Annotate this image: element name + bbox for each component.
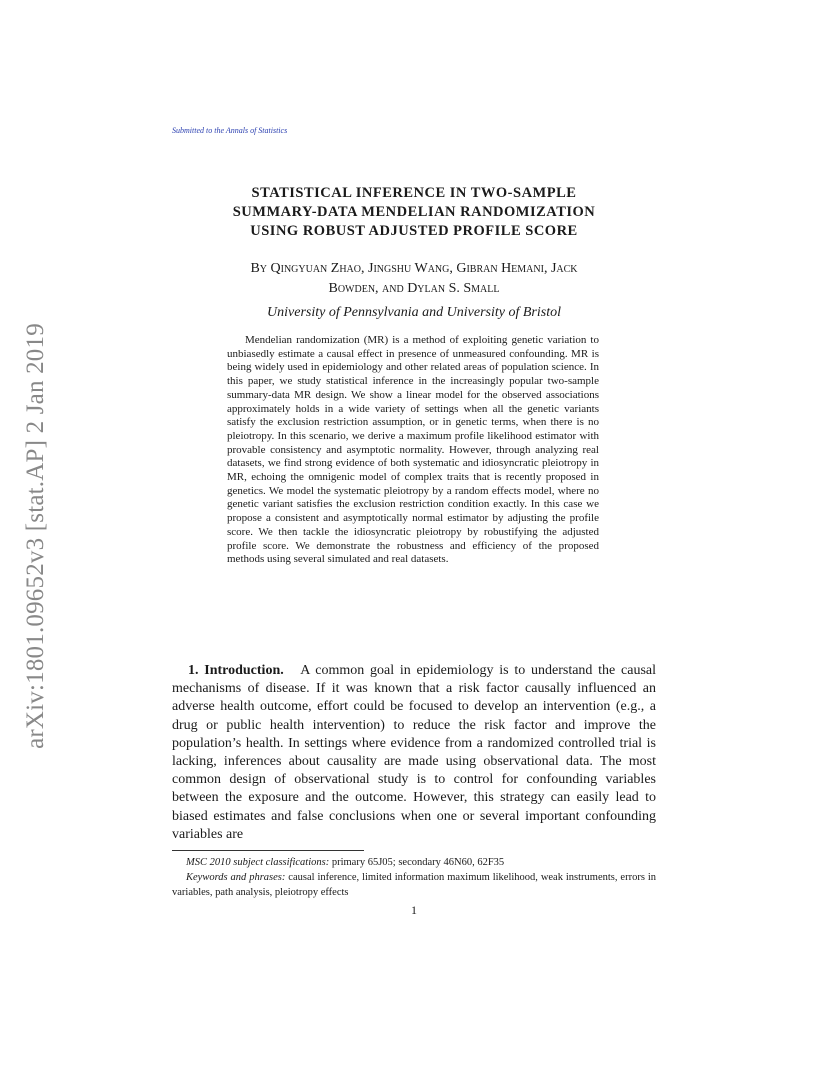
title-line: SUMMARY-DATA MENDELIAN RANDOMIZATION (232, 204, 596, 220)
footnote-rule (172, 850, 364, 851)
author-line: Bowden, and Dylan S. Small (328, 281, 500, 296)
msc-footnote (172, 855, 656, 870)
footnotes (172, 855, 656, 900)
msc-label: MSC 2010 subject classifications: (186, 857, 330, 868)
paper-title (172, 184, 656, 241)
section-heading: 1. Introduction. (188, 663, 284, 678)
author-line: By Qingyuan Zhao, Jingshu Wang, Gibran Hemani, Jack (250, 261, 578, 276)
keywords-footnote (172, 870, 656, 900)
title-line: USING ROBUST ADJUSTED PROFILE SCORE (250, 223, 578, 239)
page-number: 1 (411, 903, 417, 917)
affiliation: University of Pennsylvania and University of Bristol (267, 305, 561, 320)
abstract-text: Mendelian randomization (MR) is a method of exploiting genetic variation to unbiasedly estimate a causal effect in presence of unmeasured confounding. MR is being widely used in epidemiology and other related areas of population science. In this paper, we study statistical inference in the increasingly popular two-sample summary-data MR design. We show a linear model for the observed associations approximately holds in a wide variety of settings when all the genetic variants satisfy the exclusion restriction assumption, or in genetic terms, when there is no pleiotropy. In this scenario, we derive a maximum profile likelihood estimator with provable consistency and asymptotic normality. However, through analyzing real datasets, we find strong evidence of both systematic and idiosyncratic pleiotropy in MR, echoing the omnigenic model of complex traits that is recently proposed in genetics. We model the systematic pleiotropy by a random effects model, where no genetic variant satisfies the exclusion restriction condition exactly. In this case we propose a consistent and asymptotically normal estimator by adjusting the profile score. We then tackle the idiosyncratic pleiotropy by robustifying the adjusted profile score. We demonstrate the robustness and efficiency of the proposed methods using several simulated and real datasets. (227, 334, 599, 566)
author-list (172, 259, 656, 299)
journal-header: Submitted to the Annals of Statistics (172, 126, 288, 135)
keywords-label: Keywords and phrases: (186, 872, 286, 883)
abstract (227, 334, 599, 567)
arxiv-identifier-text: arXiv:1801.09652v3 [stat.AP] 2 Jan 2019 (22, 323, 49, 749)
title-line: STATISTICAL INFERENCE IN TWO-SAMPLE (251, 185, 577, 201)
keywords-text: causal inference, limited information maximum likelihood, weak instruments, errors in variables, path analysis, pleiotropy effects (172, 872, 657, 898)
introduction-section (172, 662, 656, 844)
introduction-text: A common goal in epidemiology is to understand the causal mechanisms of disease. If it was known that a risk factor causally influenced an adverse health outcome, effort could be focused to develop an intervention (e.g., a drug or public health intervention) to reduce the risk factor and improve the population’s health. In settings where evidence from a randomized controlled trial is lacking, inferences about causality are made using observational data. The most common design of observational study is to control for confounding variables between the exposure and the outcome. However, this strategy can easily lead to biased estimates and false conclusions when one or several important confounding variables are (172, 663, 656, 842)
msc-text: primary 65J05; secondary 46N60, 62F35 (331, 857, 505, 868)
